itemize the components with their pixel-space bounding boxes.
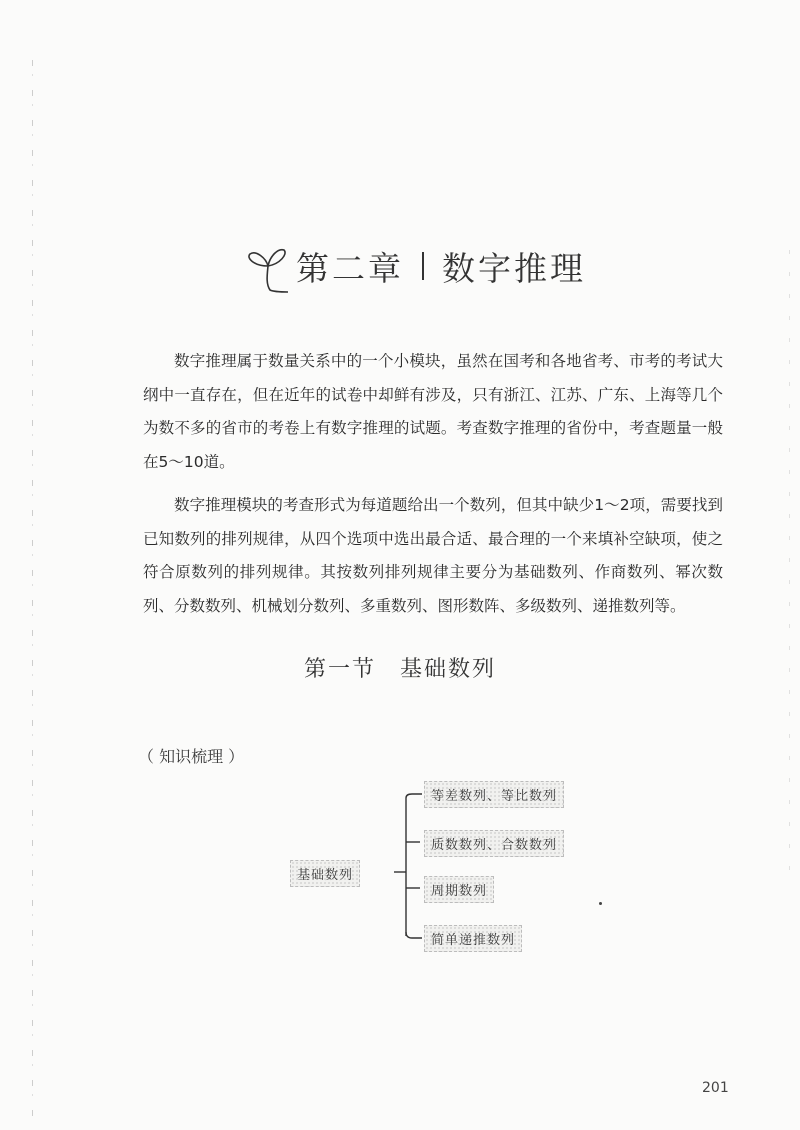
paragraph-text: 数字推理属于数量关系中的一个小模块，虽然在国考和各地省考、市考的考试大纲中一直存在，但在近年的试卷中却鲜有涉及，只有浙江、江苏、广东、上海等几个为数不多的省市的考卷上有数字推理的试题。考查数字推理的省份中，考查题量一般在5～10道。 (143, 352, 723, 471)
section-title: 第一节 基础数列 (303, 657, 496, 682)
knowledge-label: （ 知识梳理 ） (138, 747, 245, 766)
mindmap-branch: 等差数列、等比数列 (424, 781, 564, 808)
page-number: 201 (702, 1080, 729, 1096)
mindmap-root: 基础数列 (290, 860, 360, 887)
scan-speck (599, 902, 602, 905)
mindmap-branch: 质数数列、合数数列 (424, 830, 564, 857)
mindmap-branch: 周期数列 (424, 876, 494, 903)
chapter-subject: 数字推理 (442, 248, 586, 288)
paragraph-text: 数字推理模块的考查形式为每道题给出一个数列，但其中缺少1～2项，需要找到已知数列的排列规律，从四个选项中选出最合适、最合理的一个来填补空缺项，使之符合原数列的排列规律。其按数列排列规律主要分为基础数列、作商数列、幂次数列、分数数列、机械划分数列、多重数列、图形数阵、多级数列、递推数列等。 (143, 496, 723, 615)
chapter-title: 第二章 (296, 248, 404, 288)
mindmap-branch: 简单递推数列 (424, 925, 522, 952)
